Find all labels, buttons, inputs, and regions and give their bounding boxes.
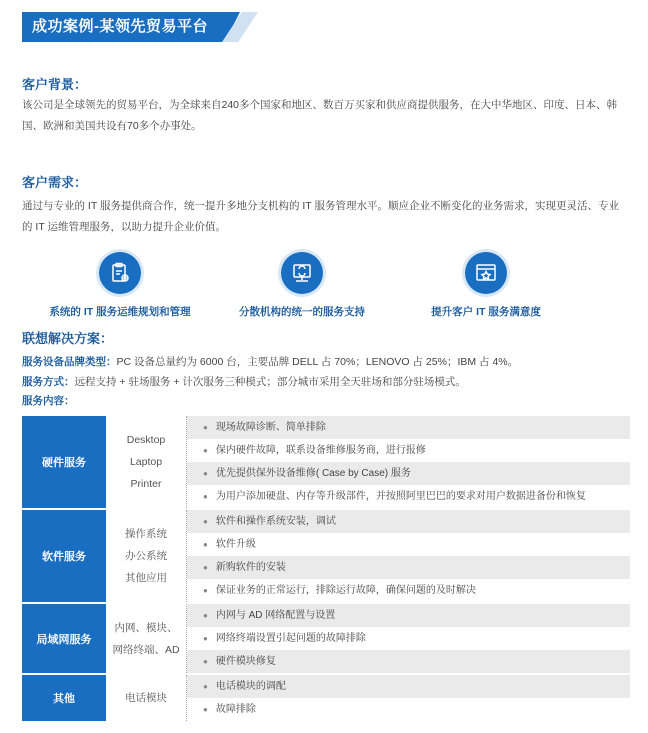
needs-paragraph [22, 196, 630, 238]
mode-label: 服务方式： [22, 376, 75, 388]
network-sync-icon [281, 252, 323, 294]
subcategory-item: 办公系统 [125, 550, 167, 562]
item-text: 软件和操作系统安装，调试 [215, 516, 336, 527]
subcategory-item: Printer [130, 478, 162, 490]
brand-label: 服务设备品牌类型： [22, 356, 117, 368]
table-row [187, 627, 630, 650]
brand-line [22, 354, 518, 369]
subcategory-item: 操作系统 [125, 528, 167, 540]
bullet-icon: ● [203, 586, 208, 595]
bullet-icon: ● [203, 563, 208, 572]
bullet-icon: ● [203, 492, 208, 501]
needs-heading: 客户需求： [22, 175, 88, 190]
category-cell: 软件服务 [22, 510, 106, 602]
item-text: 保证业务的正常运行，排除运行故障，确保问题的及时解决 [215, 585, 476, 596]
clipboard-gear-icon [99, 252, 141, 294]
subcategory-item: Desktop [126, 434, 166, 446]
background-line: 该公司是全球领先的贸易平台，为全球来自240多个国家和地区、数百万买家和供应商提供服务，在大中华地区、印度、日本、韩 [22, 99, 618, 111]
feature-label: 分散机构的统一的服务支持 [239, 306, 365, 318]
subcategory-cell [106, 675, 186, 721]
feature-label: 提升客户 IT 服务满意度 [431, 306, 541, 318]
table-group-hardware [22, 416, 630, 510]
category-cell: 局域网服务 [22, 604, 106, 673]
bullet-icon: ● [203, 705, 208, 714]
bullet-icon: ● [203, 634, 208, 643]
table-row [187, 462, 630, 485]
mode-line [22, 374, 466, 389]
bullet-icon: ● [203, 517, 208, 526]
item-text: 为用户添加硬盘、内存等升级部件，并按照阿里巴巴的要求对用户数据进备份和恢复 [215, 491, 586, 502]
bullet-icon: ● [203, 469, 208, 478]
table-group-software [22, 510, 630, 604]
content-label: 服务内容： [22, 395, 75, 407]
subcategory-item: Laptop [129, 456, 163, 468]
subcategory-cell [106, 416, 186, 508]
item-text: 电话模块的调配 [215, 681, 286, 692]
item-text: 网络终端设置引起问题的故障排除 [215, 633, 366, 644]
subcategory-cell [106, 604, 186, 673]
subcategory-item: 其他应用 [125, 572, 167, 584]
feature-label: 系统的 IT 服务运维规划和管理 [49, 306, 191, 318]
items-cell [186, 604, 630, 673]
table-row [187, 579, 630, 602]
mode-text: 远程支持 + 驻场服务 + 计次服务三种模式；部分城市采用全天驻场和部分驻场模式。 [74, 376, 466, 388]
category-cell: 其他 [22, 675, 106, 721]
table-row [187, 485, 630, 508]
subcategory-item: 电话模块 [125, 692, 167, 704]
solution-heading: 联想解决方案： [22, 331, 114, 346]
brand-text: PC 设备总量约为 6000 台，主要品牌 DELL 占 70%；LENOVO 占 25%；IBM 占 4%。 [116, 356, 519, 368]
feature-support [202, 252, 402, 319]
category-cell: 硬件服务 [22, 416, 106, 508]
items-cell [186, 675, 630, 721]
needs-line: 通过与专业的 IT 服务提供商合作，统一提升多地分支机构的 IT 服务管理水平。顺应企业不断变化的业务需求，实现更灵活、专业 [22, 200, 619, 212]
item-text: 故障排除 [215, 704, 256, 715]
item-text: 现场故障诊断、简单排除 [215, 422, 326, 433]
subcategory-item: 网络终端、AD [112, 643, 180, 656]
subcategory-cell [106, 510, 186, 602]
title-banner [22, 12, 260, 42]
service-table [22, 416, 630, 723]
table-group-other [22, 675, 630, 723]
feature-satisfaction [386, 252, 586, 319]
page-title: 成功案例-某领先贸易平台 [32, 18, 208, 35]
bullet-icon: ● [203, 540, 208, 549]
item-text: 内网与 AD 网络配置与设置 [215, 610, 336, 621]
background-line: 国、欧洲和美国共设有70多个办事处。 [22, 120, 202, 132]
items-cell [186, 510, 630, 602]
item-text: 软件升级 [215, 539, 256, 550]
bullet-icon: ● [203, 446, 208, 455]
table-row [187, 604, 630, 627]
table-row [187, 556, 630, 579]
table-row [187, 675, 630, 698]
bullet-icon: ● [203, 423, 208, 432]
subcategory-item: 内网、模块、 [114, 621, 178, 634]
content-line [22, 393, 75, 408]
background-paragraph [22, 95, 630, 137]
table-row [187, 650, 630, 673]
bullet-icon: ● [203, 657, 208, 666]
table-group-lan [22, 604, 630, 675]
item-text: 新购软件的安装 [215, 562, 286, 573]
item-text: 优先提供保外设备维修( Case by Case) 服务 [215, 468, 411, 479]
table-row [187, 698, 630, 721]
feature-planning [20, 252, 220, 319]
items-cell [186, 416, 630, 508]
needs-line: 的 IT 运维管理服务，以助力提升企业价值。 [22, 221, 226, 233]
star-browser-icon [465, 252, 507, 294]
background-heading: 客户背景： [22, 77, 88, 92]
item-text: 硬件模块修复 [215, 656, 276, 667]
bullet-icon: ● [203, 682, 208, 691]
table-row [187, 416, 630, 439]
table-row [187, 533, 630, 556]
table-row [187, 439, 630, 462]
item-text: 保内硬件故障，联系设备维修服务商，进行报修 [215, 445, 426, 456]
bullet-icon: ● [203, 611, 208, 620]
table-row [187, 510, 630, 533]
